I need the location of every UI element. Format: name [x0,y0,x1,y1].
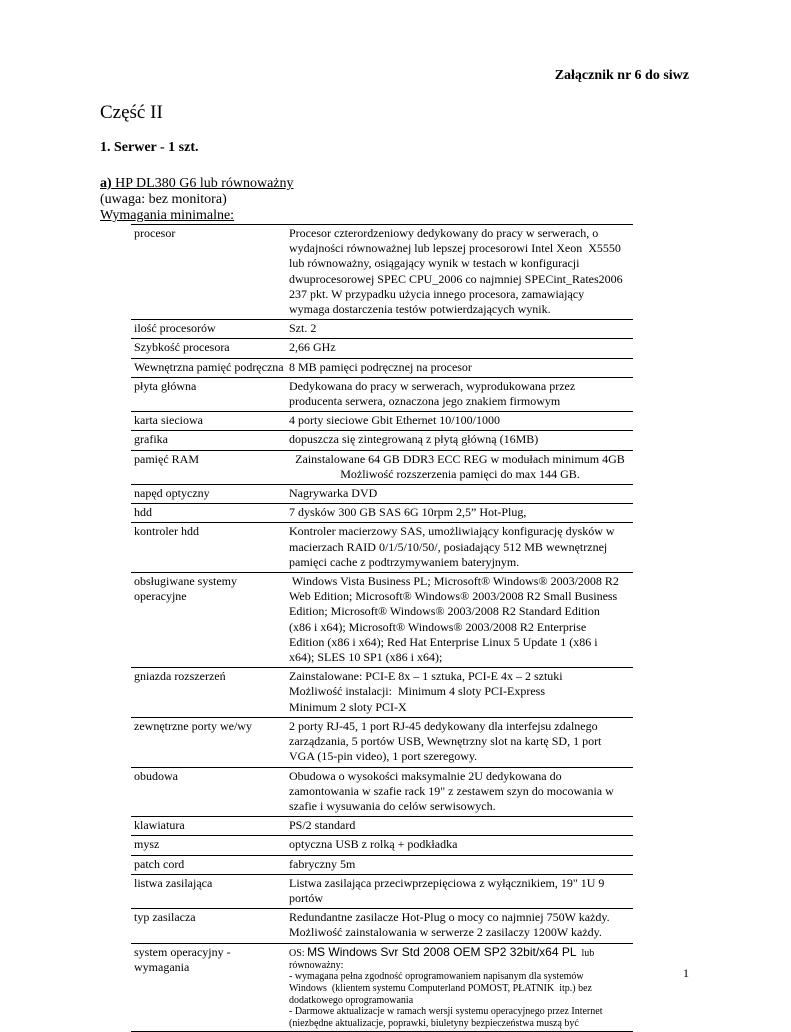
spec-value [287,358,633,377]
spec-value-line: 4 porty sieciowe Gbit Ethernet 10/100/1000 [289,413,500,428]
spec-row [131,504,633,523]
spec-label: procesor [134,226,176,240]
spec-value [287,431,633,450]
annex-label: Załącznik nr 6 do siwz [554,68,689,83]
spec-value-line: szafie i wysuwania do celów serwisowych. [289,798,496,813]
spec-row [131,412,633,431]
spec-value-line: Redundantne zasilacze Hot-Plug o mocy co najmniej 750W każdy. [289,910,610,925]
spec-value [287,504,633,523]
spec-value-line: Możliwość instalacji: Minimum 4 sloty PCI-Express [289,684,545,699]
spec-value [287,767,633,817]
spec-value [287,717,633,767]
spec-value-line: zamontowania w szafie rack 19" z zestawem szyn do mocowania w [289,783,614,798]
spec-row [131,523,633,573]
spec-label: system operacyjny - wymagania [134,944,231,974]
spec-label: typ zasilacza [134,910,196,925]
spec-label: hdd [134,505,152,520]
spec-row [131,836,633,855]
spec-label: kontroler hdd [134,524,199,539]
os-requirement-line: równoważny: [289,959,344,971]
page-number: 1 [683,966,689,980]
spec-value-line: Minimum 2 sloty PCI-X [289,699,407,714]
spec-value-line: Procesor czterordzeniowy dedykowany do pracy w serwerach, o [289,226,599,240]
spec-row [131,717,633,767]
spec-value-line: Web Edition; Microsoft® Windows® 2003/2008 R2 Small Business [289,589,618,604]
spec-value-line: pamięci cache z podtrzymywaniem bateryjnym. [289,554,520,569]
spec-value-line: Listwa zasilająca przeciwprzepięciowa z wyłącznikiem, 19" 1U 9 [289,875,605,890]
spec-value [287,909,633,943]
spec-value [287,836,633,855]
spec-value-line: dwuprocesorowej SPEC CPU_2006 co najmniej SPECint_Rates2006 [289,271,623,286]
spec-value-line: producenta serwera, oznaczona jego znakiem firmowym [289,394,561,409]
os-product-line [289,945,631,960]
os-requirement-line: (niezbędne aktualizacje, poprawki, biuletyny bezpieczeństwa muszą być [289,1017,579,1029]
spec-value-line: Edition; Microsoft® Windows® 2003/2008 R2 Standard Edition [289,604,600,619]
spec-row [131,909,633,943]
spec-value-line: Kontroler macierzowy SAS, umożliwiający konfigurację dysków w [289,524,615,539]
spec-value-line: wydajności równoważnej lub lepszej procesorowi Intel Xeon X5550 [289,241,621,256]
spec-value-line: wymaga dostarczenia testów potwierdzających wynik. [289,302,551,317]
spec-label: listwa zasilająca [134,875,213,890]
part-title: Część II [100,102,163,123]
spec-value-line: Zainstalowane: PCI-E 8x – 1 sztuka, PCI-E 4x – 2 sztuki [289,669,563,684]
spec-value-line: Edition (x86 i x64); Red Hat Enterprise Linux 5 Update 1 (x86 i [289,634,598,649]
spec-value [287,817,633,836]
spec-label: Szybkość procesora [134,340,230,355]
spec-label: grafika [134,432,168,447]
spec-row [131,817,633,836]
spec-value-line: 2,66 GHz [289,340,336,355]
spec-value-line: VGA (15-pin video), 1 port szeregowy. [289,749,478,764]
spec-value-line: Możliwość rozszerzenia pamięci do max 144 GB. [340,466,580,481]
spec-value-line: fabryczny 5m [289,856,356,871]
spec-value-line: zarządzania, 5 portów USB, Wewnętrzny slot na kartę SD, 1 port [289,734,602,749]
os-requirement-line: dodatkowego oprogramowania [289,994,414,1006]
spec-row [131,358,633,377]
spec-value [287,412,633,431]
spec-value-line: Możliwość zainstalowania w serwerze 2 zasilaczy 1200W każdy. [289,925,602,940]
spec-row [131,485,633,504]
spec-label: zewnętrzne porty we/wy [134,718,252,733]
spec-label: karta sieciowa [134,413,203,428]
spec-value [287,450,633,484]
spec-table [131,224,633,1032]
spec-value [287,320,633,339]
monitor-note: (uwaga: bez monitora) [100,192,227,207]
spec-value-line: Nagrywarka DVD [289,486,378,501]
spec-value-line: x64); SLES 10 SP1 (x86 i x64); [289,650,443,665]
os-product: MS Windows Svr Std 2008 OEM SP2 32bit/x64 PL [307,944,577,959]
spec-value [287,523,633,573]
spec-label: obudowa [134,768,178,783]
spec-label: pamięć RAM [134,451,199,466]
spec-row [131,320,633,339]
spec-row [131,874,633,908]
spec-label: patch cord [134,856,185,871]
spec-value-line: portów [289,890,323,905]
os-suffix: lub [576,947,595,959]
model-name: HP DL380 G6 lub równoważny [111,176,294,191]
spec-table-body [131,225,633,1032]
spec-value [287,377,633,411]
spec-value-line: lub równoważny, osiągający wynik w testach w konfiguracji [289,256,580,271]
spec-row [131,855,633,874]
spec-row [131,668,633,718]
os-requirement-line: - wymagana pełna zgodność oprogramowaniem napisanym dla systemów [289,971,584,983]
section-heading: 1. Serwer - 1 szt. [100,140,199,155]
os-requirements [287,943,633,1032]
spec-value-line: 8 MB pamięci podręcznej na procesor [289,359,472,374]
spec-label: gniazda rozszerzeń [134,669,226,684]
spec-row [131,450,633,484]
spec-label: napęd optyczny [134,486,210,501]
spec-value [287,339,633,358]
spec-row [131,767,633,817]
spec-row [131,431,633,450]
spec-label: Wewnętrzna pamięć podręczna [134,359,284,374]
spec-value-line: dopuszcza się zintegrowaną z płytą główną (16MB) [289,432,539,447]
spec-value-line: Szt. 2 [289,321,317,336]
os-prefix: OS: [289,947,308,959]
spec-label: obsługiwane systemy operacyjne [134,574,237,604]
spec-label: płyta główna [134,378,197,393]
spec-value-line: Windows Vista Business PL; Microsoft® Windows® 2003/2008 R2 [289,574,619,589]
spec-row [131,377,633,411]
spec-value-line: 2 porty RJ-45, 1 port RJ-45 dedykowany dla interfejsu zdalnego [289,718,598,733]
spec-label: ilość procesorów [134,321,216,336]
spec-label: mysz [134,837,160,852]
spec-value [287,485,633,504]
spec-row [131,339,633,358]
spec-value-line: (x86 i x64); Microsoft® Windows® 2003/2008 R2 Enterprise [289,619,587,634]
spec-value-line: macierzach RAID 0/1/5/10/50/, posiadający 512 MB wewnętrznej [289,539,608,554]
model-line [100,176,294,192]
spec-value [287,668,633,718]
spec-value-line: PS/2 standard [289,818,356,833]
spec-value-line: 7 dysków 300 GB SAS 6G 10rpm 2,5” Hot-Plug, [289,505,527,520]
spec-row-os [131,943,633,1032]
os-requirement-line: Windows (klientem systemu Computerland POMOST, PŁATNIK itp.) bez [289,982,592,994]
spec-value [287,225,633,320]
spec-row [131,225,633,320]
spec-value [287,573,633,668]
spec-value-line: optyczna USB z rolką + podkładka [289,837,458,852]
spec-value [287,855,633,874]
subsection-header [100,176,294,224]
spec-value [287,874,633,908]
requirements-label: Wymagania minimalne: [100,208,235,223]
subsection-letter: a) [100,176,112,191]
spec-value-line: Obudowa o wysokości maksymalnie 2U dedykowana do [289,768,562,783]
spec-label: klawiatura [134,818,185,833]
os-requirement-line: - Darmowe aktualizacje w ramach wersji systemu operacyjnego przez Internet [289,1006,603,1018]
spec-value-line: Zainstalowane 64 GB DDR3 ECC REG w modułach minimum 4GB [295,451,625,466]
spec-row [131,573,633,668]
spec-value-line: 237 pkt. W przypadku użycia innego procesora, zamawiający [289,286,585,301]
spec-value-line: Dedykowana do pracy w serwerach, wyprodukowana przez [289,378,576,393]
